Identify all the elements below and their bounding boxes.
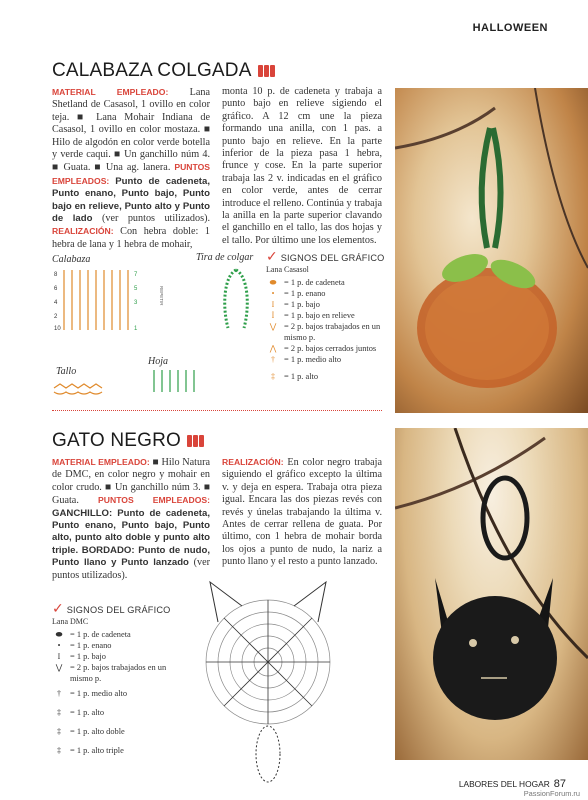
svg-text:8: 8 — [54, 272, 58, 278]
pumpkin-instructions: monta 10 p. de cadeneta y trabaja a punto bajo en relieve sigiendo el gráfico. A 12 cm une la pieza formando una anilla, con 1 pas. a punto bajo en relieve. En la parte inferior de la pieza pasa 1 hebra, frunce y cose. En la parte superior trabaja las 2 v. indicadas en el gráfico en color verde, antes de cerrar introduce el relleno. Continúa y trabaja la anilla en la parte superior clavando el ganchillo en el tallo, las dos hojas y el tallo. Por último une los elementos. — [222, 86, 382, 246]
chart-label-hoja: Hoja — [148, 356, 168, 367]
chain-stitch-icon: ⬬ — [55, 630, 63, 639]
svg-text:REPETIR: REPETIR — [159, 286, 164, 306]
yarn-icon — [258, 65, 275, 77]
cat-legend — [52, 601, 182, 756]
legend-text: = 1 p. enano — [284, 289, 326, 298]
half-double-icon: † — [271, 355, 275, 364]
material-label: MATERIAL EMPLEADO: — [52, 457, 150, 467]
cat-title — [52, 430, 204, 452]
legend-row — [266, 299, 388, 310]
realization-label: REALIZACIÓN: — [222, 457, 284, 467]
chart-label-tallo: Tallo — [56, 366, 77, 377]
svg-text:4: 4 — [54, 300, 58, 306]
pumpkin-title-text: CALABAZA COLGADA — [52, 60, 252, 81]
pumpkin-illustration — [395, 88, 588, 413]
increase-icon: ⋁ — [55, 663, 63, 672]
increase-icon: ⋁ — [269, 322, 277, 331]
hanging-strip-chart — [218, 266, 254, 332]
magazine-name: LABORES DEL HOGAR — [458, 779, 550, 789]
pumpkin-legend — [266, 249, 388, 382]
legend-text: = 2 p. bajos trabajados en un mismo p. — [70, 663, 167, 683]
page-number: 87 — [553, 778, 566, 790]
legend-row — [266, 343, 388, 354]
svg-text:6: 6 — [54, 286, 58, 292]
points-suffix: (ver puntos utilizados). — [52, 557, 211, 581]
svg-text:10: 10 — [54, 326, 61, 332]
legend-row — [266, 354, 388, 365]
legend-row — [52, 707, 182, 718]
material-text: Lana Shetland de Casasol, 1 ovillo en color teja. ■ Lana Mohair Indiana de Casasol, 1 ovillo en color mostaza. ■ Hilo de algodón en color verde botella y verde caqui. ■ Un ganchillo núm 4. ■ Guata. ■ Una ag. lanera. — [52, 87, 210, 174]
material-text: ■ Hilo Natura de DMC, en color negro y mohair en color crudo. ■ Un ganchillo núm 3. ■ Guata. — [52, 457, 211, 507]
decrease-icon: ⋀ — [269, 344, 277, 353]
chart-label-calabaza: Calabaza — [52, 254, 91, 265]
legend-sub: Lana Casasol — [266, 265, 309, 274]
realization-text: Con hebra doble: 1 hebra de lana y 1 hebra de mohair, — [52, 226, 210, 250]
cat-chart — [196, 578, 356, 788]
legend-row — [52, 726, 182, 737]
legend-text: = 2 p. bajos trabajados en un mismo p. — [284, 322, 381, 342]
svg-text:1: 1 — [134, 326, 138, 332]
legend-row — [52, 640, 182, 651]
legend-row — [266, 277, 388, 288]
legend-row — [52, 651, 182, 662]
legend-row — [52, 688, 182, 699]
material-label: MATERIAL EMPLEADO: — [52, 87, 169, 97]
legend-sub: Lana DMC — [52, 617, 89, 626]
legend-text: = 1 p. alto doble — [70, 727, 125, 736]
points-label: PUNTOS EMPLEADOS: — [98, 495, 211, 506]
legend-text: = 2 p. bajos cerrados juntos — [284, 344, 377, 353]
single-crochet-icon: I — [271, 300, 275, 309]
legend-row — [266, 371, 388, 382]
pumpkin-materials-column — [52, 86, 210, 251]
legend-head: SIGNOS DEL GRÁFICO — [66, 605, 171, 615]
half-double-icon: † — [57, 689, 61, 698]
legend-text: = 1 p. de cadeneta — [284, 278, 345, 287]
watermark: PassionForum.ru — [523, 789, 580, 798]
pumpkin-chart — [52, 266, 172, 336]
legend-text: = 1 p. bajo — [70, 652, 106, 661]
leaf-chart — [148, 366, 212, 396]
legend-text: = 1 p. bajo en relieve — [284, 311, 355, 320]
legend-row — [266, 310, 388, 321]
section-divider — [52, 410, 382, 411]
legend-text: = 1 p. alto — [70, 708, 105, 717]
slip-stitch-icon: • — [57, 641, 61, 650]
double-crochet-icon: ‡ — [57, 708, 61, 717]
svg-text:2: 2 — [54, 314, 58, 320]
realization-label: REALIZACIÓN: — [52, 226, 114, 237]
cat-instructions: En color negro trabaja siguiendo el gráfico excepto la última v. y deja en espera. Trabaja otra pieza igual. Encara las dos piezas revés con revés y únelas trabajando la última v. Antes de cerrar rellena de guata. Por último, con 1 hebra de mohair borda los ojos a punto de nudo, la nariz a punto llano y el resto a punto lanzado. — [222, 457, 382, 568]
treble-icon: ‡ — [57, 727, 61, 736]
cat-title-text: GATO NEGRO — [52, 430, 182, 451]
svg-text:7: 7 — [134, 272, 138, 278]
pumpkin-instructions-column — [222, 86, 382, 247]
slip-stitch-icon: • — [271, 289, 275, 298]
svg-text:5: 5 — [134, 286, 138, 292]
chain-stitch-icon: ⬬ — [269, 278, 277, 287]
legend-head: SIGNOS DEL GRÁFICO — [280, 253, 385, 263]
cat-photo — [395, 428, 588, 760]
legend-row — [52, 745, 182, 756]
legend-text: = 1 p. alto triple — [70, 746, 124, 755]
points-text: GANCHILLO: Punto de cadeneta, Punto enano, Punto bajo, Punto alto, punto alto doble y punto alto triple. BORDADO: Punto de nudo, Punto llano y Punto lanzado — [52, 507, 210, 569]
legend-text: = 1 p. medio alto — [70, 689, 128, 698]
legend-text: = 1 p. medio alto — [284, 355, 342, 364]
legend-text: = 1 p. bajo — [284, 300, 320, 309]
cat-illustration — [395, 428, 588, 760]
legend-text: = 1 p. enano — [70, 641, 112, 650]
pumpkin-photo — [395, 88, 588, 413]
legend-text: = 1 p. de cadeneta — [70, 630, 131, 639]
cat-materials-column — [52, 456, 210, 582]
chart-label-tira: Tira de colgar — [196, 252, 254, 263]
check-icon: ✓ — [266, 249, 278, 265]
double-crochet-icon: ‡ — [271, 372, 275, 381]
svg-text:3: 3 — [134, 300, 138, 306]
double-treble-icon: ‡ — [57, 746, 61, 755]
legend-row — [52, 662, 182, 684]
legend-row — [52, 629, 182, 640]
section-label: HALLOWEEN — [472, 22, 548, 34]
stem-chart — [52, 380, 122, 396]
points-text: Punto de cadeneta, Punto enano, Punto bajo, Punto bajo en relieve, Punto alto y Punto de lado — [52, 175, 211, 225]
legend-row — [266, 288, 388, 299]
check-icon: ✓ — [52, 601, 64, 617]
single-crochet-icon: I — [57, 652, 61, 661]
legend-row — [266, 321, 388, 343]
cat-instructions-column — [222, 456, 382, 569]
points-suffix: (ver puntos utilizados). — [101, 213, 211, 225]
legend-text: = 1 p. alto — [284, 372, 319, 381]
relief-stitch-icon: İ — [271, 311, 275, 320]
points-label: PUNTOS EMPLEADOS: — [52, 162, 210, 186]
yarn-icon — [187, 435, 204, 447]
pumpkin-title — [52, 60, 275, 82]
